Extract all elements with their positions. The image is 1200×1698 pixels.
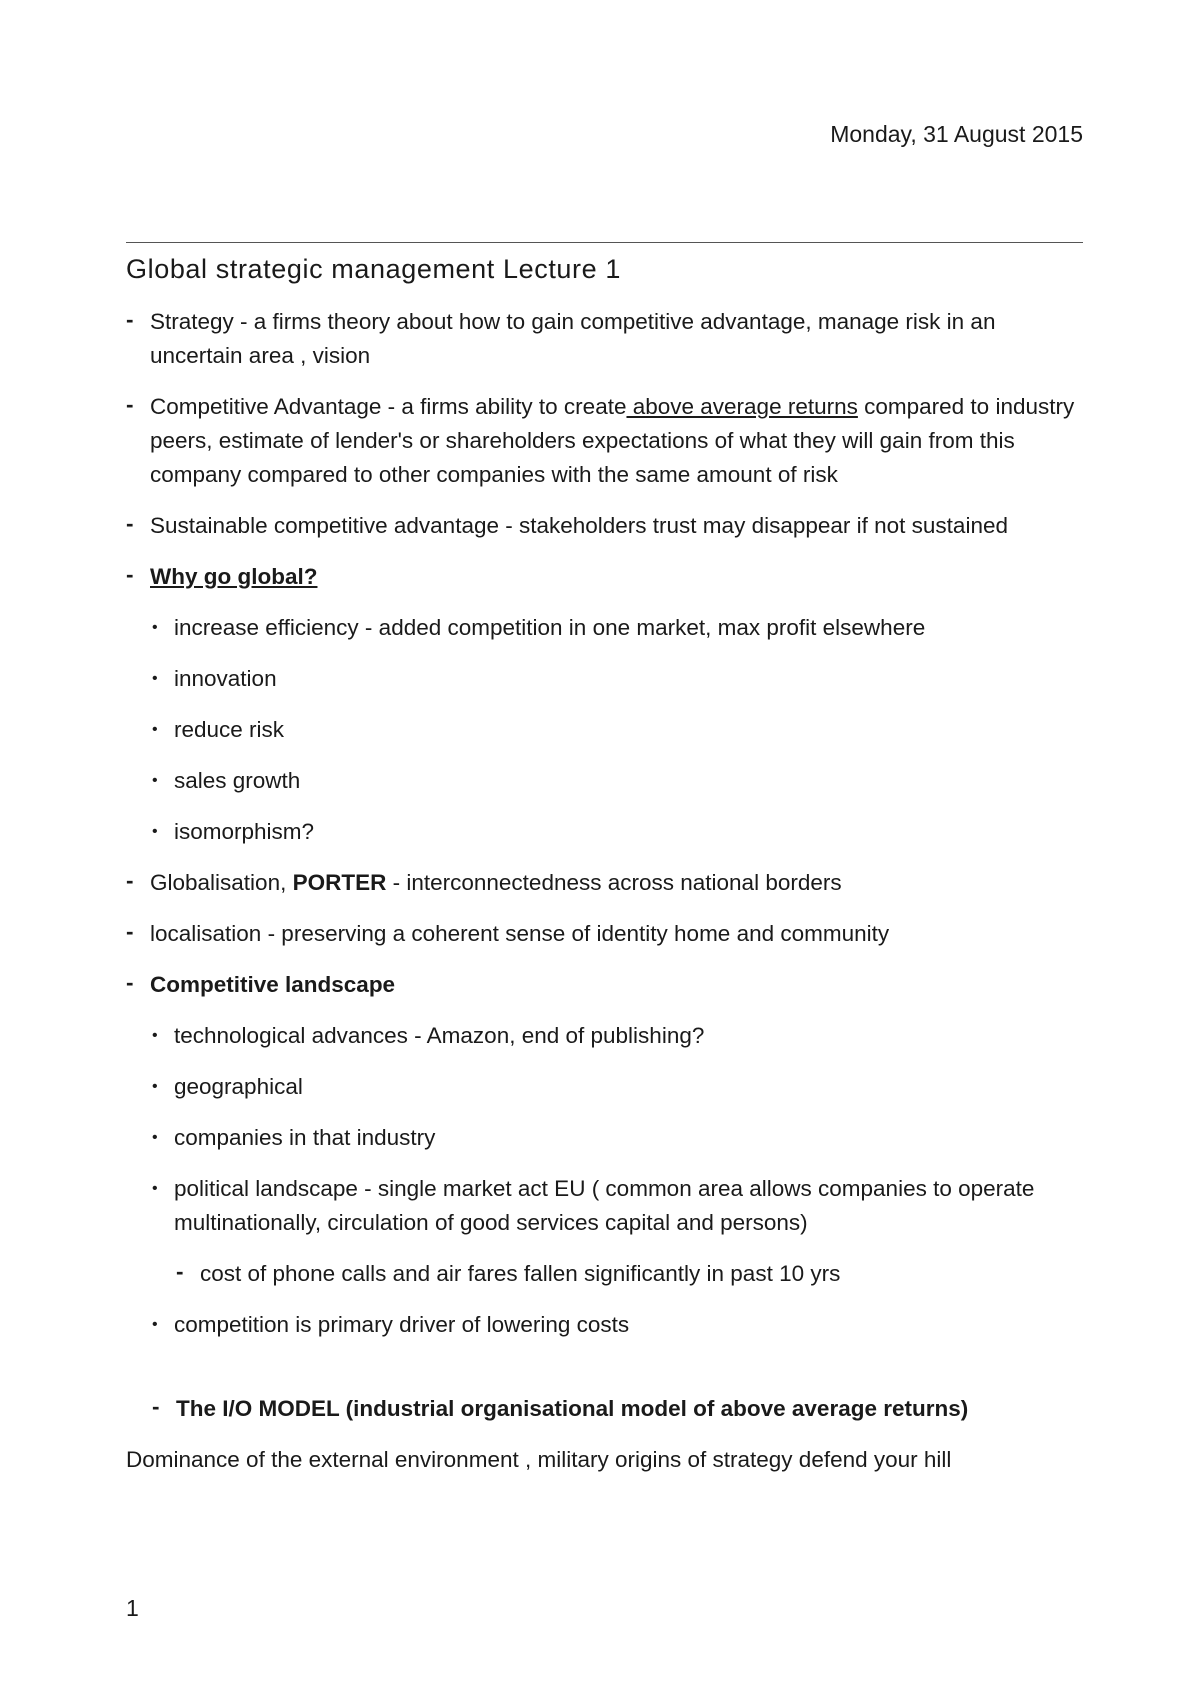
bullet-marker: • — [152, 619, 158, 636]
note-globalisation — [126, 866, 1086, 900]
dash-marker: - — [126, 970, 134, 995]
bullet-marker: • — [152, 721, 158, 738]
bold-term: PORTER — [292, 870, 387, 895]
title-divider — [126, 242, 1083, 243]
page-title: Global strategic management Lecture 1 — [126, 254, 621, 284]
bullet-marker: • — [152, 1027, 158, 1044]
note-text: compared to industry peers, estimate of lender's or shareholders expectations of what they will gain from this company compared to other companies with the same amount of risk — [150, 394, 1075, 487]
note-localisation — [126, 917, 1086, 951]
section-heading: Competitive landscape — [150, 972, 396, 997]
bullet-marker: • — [152, 670, 158, 687]
note-text: localisation - preserving a coherent sense of identity home and community — [150, 921, 890, 946]
dash-marker: - — [152, 1394, 160, 1419]
bullet-text: sales growth — [174, 768, 301, 793]
bullet-text: reduce risk — [174, 717, 285, 742]
bullet-text: innovation — [174, 666, 277, 691]
dash-marker: - — [176, 1259, 184, 1284]
dash-marker: - — [126, 868, 134, 893]
note-text: Strategy - a firms theory about how to gain competitive advantage, manage risk in an uncertain area , vision — [150, 309, 996, 368]
heading-competitive-landscape — [126, 968, 1086, 1002]
list-item — [126, 1121, 1086, 1155]
list-item — [126, 611, 1086, 645]
lecture-date: Monday, 31 August 2015 — [830, 121, 1083, 147]
notes-body — [126, 305, 1086, 1494]
list-item — [126, 1019, 1086, 1053]
bullet-marker: • — [152, 1078, 158, 1095]
bullet-text: companies in that industry — [174, 1125, 436, 1150]
heading-io-model — [126, 1392, 1086, 1426]
sub-list-item — [126, 1257, 1086, 1291]
list-item — [126, 662, 1086, 696]
bullet-text: technological advances - Amazon, end of publishing? — [174, 1023, 705, 1048]
list-item — [126, 815, 1086, 849]
section-heading: The I/O MODEL (industrial organisational model of above average returns) — [176, 1396, 969, 1421]
bullet-marker: • — [152, 1316, 158, 1333]
note-sustainable — [126, 509, 1086, 543]
dash-marker: - — [126, 392, 134, 417]
dash-marker: - — [126, 562, 134, 587]
note-competitive-advantage — [126, 390, 1086, 492]
bullet-text: isomorphism? — [174, 819, 315, 844]
list-item — [126, 1070, 1086, 1104]
heading-why-go-global — [126, 560, 1086, 594]
bullet-marker: • — [152, 1129, 158, 1146]
note-text: Globalisation, — [150, 870, 293, 895]
note-dominance — [126, 1443, 1086, 1477]
page-number: 1 — [126, 1595, 139, 1621]
underlined-phrase: above average returns — [626, 394, 858, 419]
list-item — [126, 713, 1086, 747]
note-text: Competitive Advantage - a firms ability to create — [150, 394, 627, 419]
note-text: - interconnectedness across national borders — [386, 870, 842, 895]
dash-marker: - — [126, 307, 134, 332]
list-item — [126, 764, 1086, 798]
bullet-text: increase efficiency - added competition in one market, max profit elsewhere — [174, 615, 926, 640]
list-item — [126, 1308, 1086, 1342]
list-item — [126, 1172, 1086, 1240]
bullet-marker: • — [152, 772, 158, 789]
dash-marker: - — [126, 919, 134, 944]
bullet-text: geographical — [174, 1074, 303, 1099]
bullet-text: political landscape - single market act EU ( common area allows companies to operate multinationally, circulation of good services capital and persons) — [174, 1176, 1035, 1235]
sub-item-text: cost of phone calls and air fares fallen significantly in past 10 yrs — [200, 1261, 841, 1286]
note-text: Dominance of the external environment , military origins of strategy defend your hill — [126, 1447, 952, 1472]
bullet-marker: • — [152, 1180, 158, 1197]
dash-marker: - — [126, 511, 134, 536]
note-strategy — [126, 305, 1086, 373]
bullet-marker: • — [152, 823, 158, 840]
note-text: Sustainable competitive advantage - stakeholders trust may disappear if not sustained — [150, 513, 1008, 538]
section-heading: Why go global? — [150, 564, 318, 589]
bullet-text: competition is primary driver of lowering costs — [174, 1312, 630, 1337]
